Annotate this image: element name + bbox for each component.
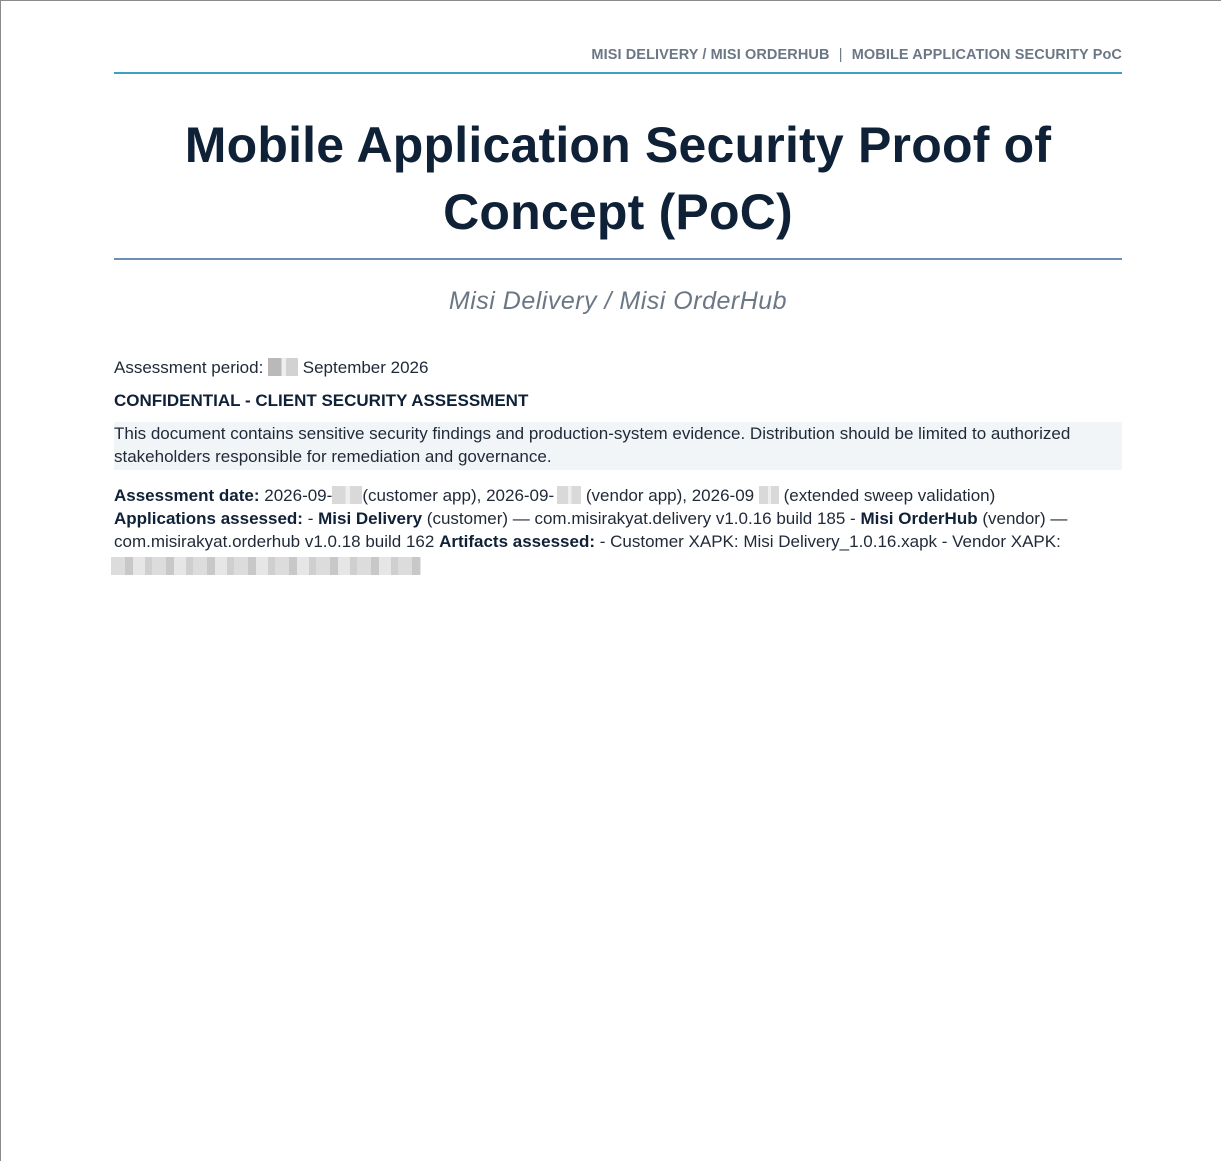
document-title [114, 112, 1122, 246]
app-name-customer: Misi Delivery [318, 509, 423, 528]
redacted-vendor-artifact [111, 557, 421, 575]
header-divider [114, 72, 1122, 74]
confidential-notice: This document contains sensitive security findings and production-system evidence. Distribution should be limited to authorized stakeholders responsible for remediation and governance. [114, 422, 1122, 470]
document-title-line-2: Concept (PoC) [443, 184, 793, 240]
assessment-date-customer: (customer app), 2026-09- [362, 486, 555, 505]
redacted-date-customer [332, 486, 362, 504]
artifacts-detail: - Customer XAPK: Misi Delivery_1.0.16.xapk - Vendor XAPK: [599, 532, 1061, 551]
artifacts-assessed-label: Artifacts assessed: [439, 532, 595, 551]
confidential-heading: CONFIDENTIAL - CLIENT SECURITY ASSESSMENT [114, 391, 529, 410]
app-detail-vendor: (vendor) — com.misirakyat.orderhub v1.0.18 build 162 [114, 509, 1068, 551]
assessment-date-prefix: 2026-09- [264, 486, 333, 505]
assessment-date-sweep: (extended sweep validation) [783, 486, 996, 505]
assessment-date-vendor: (vendor app), 2026-09 [585, 486, 755, 505]
running-header-right: MOBILE APPLICATION SECURITY PoC [851, 47, 1122, 63]
app-detail-customer: (customer) — com.misirakyat.delivery v1.0.16 build 185 - [426, 509, 856, 528]
app-name-vendor: Misi OrderHub [860, 509, 978, 528]
redacted-day-range [268, 358, 298, 376]
redacted-date-vendor [557, 486, 581, 504]
assessment-period-label: Assessment period: [114, 358, 264, 377]
assessment-period [114, 357, 1122, 379]
running-header [114, 45, 1122, 65]
document-title-line-1: Mobile Application Security Proof of [184, 117, 1052, 173]
title-divider [114, 258, 1122, 260]
assessment-period-value: September 2026 [302, 358, 429, 377]
document-subtitle: Misi Delivery / Misi OrderHub [448, 287, 788, 315]
applications-dash: - [307, 509, 314, 528]
page-content [114, 1, 1122, 575]
running-header-separator: | [838, 47, 843, 63]
assessment-metadata [114, 484, 1122, 575]
running-header-left: MISI DELIVERY / MISI ORDERHUB [591, 47, 830, 63]
applications-assessed-label: Applications assessed: [114, 509, 303, 528]
assessment-date-label: Assessment date: [114, 486, 260, 505]
redacted-date-sweep [759, 486, 779, 504]
